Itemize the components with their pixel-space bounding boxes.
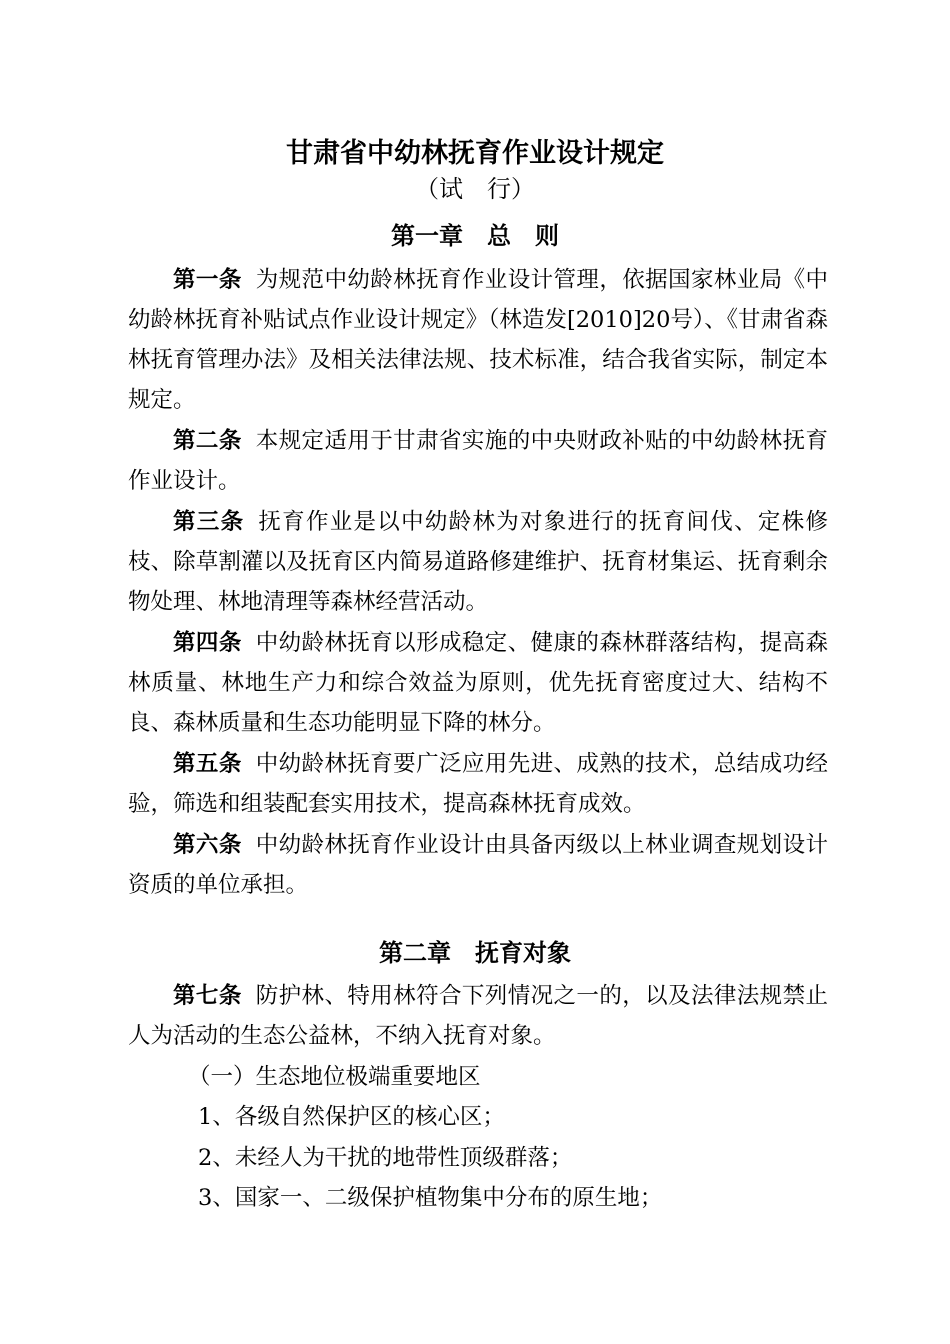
chapter-heading-1: 第一章 总 则 xyxy=(391,222,559,250)
article-label: 第五条 xyxy=(173,751,242,777)
list-item: 3、国家一、二级保护植物集中分布的原生地； xyxy=(198,1185,663,1211)
article-7 xyxy=(128,976,828,1056)
document-subtitle: （试 行） xyxy=(415,175,535,203)
article-label: 第一条 xyxy=(173,267,242,293)
list-item: 1、各级自然保护区的核心区； xyxy=(198,1104,505,1130)
article-label: 第六条 xyxy=(173,832,242,858)
article-text: 抚育作业是以中幼龄林为对象进行的抚育间伐、定株修枝、除草割灌以及抚育区内简易道路修建维护、抚育材集运、抚育剩余物处理、林地清理等森林经营活动。 xyxy=(128,509,828,615)
article-5 xyxy=(128,744,828,824)
article-text: 防护林、特用林符合下列情况之一的，以及法律法规禁止人为活动的生态公益林，不纳入抚育对象。 xyxy=(128,983,828,1049)
list-item: （一）生态地位极端重要地区 xyxy=(188,1064,481,1090)
article-text: 本规定适用于甘肃省实施的中央财政补贴的中幼龄林抚育作业设计。 xyxy=(128,428,828,494)
article-label: 第三条 xyxy=(173,509,245,535)
document-title: 甘肃省中幼林抚育作业设计规定 xyxy=(286,138,664,169)
article-2 xyxy=(128,421,828,501)
chapter-heading-2: 第二章 抚育对象 xyxy=(379,939,571,967)
article-text: 中幼龄林抚育作业设计由具备丙级以上林业调查规划设计资质的单位承担。 xyxy=(128,832,828,898)
article-label: 第二条 xyxy=(173,428,242,454)
list-item: 2、未经人为干扰的地带性顶级群落； xyxy=(198,1145,573,1171)
article-text: 为规范中幼龄林抚育作业设计管理，依据国家林业局《中幼龄林抚育补贴试点作业设计规定》（林造发[2010]20号）、《甘肃省森林抚育管理办法》及相关法律法规、技术标准，结合我省实际，制定本规定。 xyxy=(128,267,828,413)
article-text: 中幼龄林抚育要广泛应用先进、成熟的技术，总结成功经验，筛选和组装配套实用技术，提高森林抚育成效。 xyxy=(128,751,828,817)
article-1 xyxy=(128,260,828,420)
article-label: 第四条 xyxy=(173,630,242,656)
article-3 xyxy=(128,502,828,622)
article-6 xyxy=(128,825,828,905)
article-label: 第七条 xyxy=(173,983,242,1009)
article-text: 中幼龄林抚育以形成稳定、健康的森林群落结构，提高森林质量、林地生产力和综合效益为原则，优先抚育密度过大、结构不良、森林质量和生态功能明显下降的林分。 xyxy=(128,630,828,736)
article-4 xyxy=(128,623,828,743)
